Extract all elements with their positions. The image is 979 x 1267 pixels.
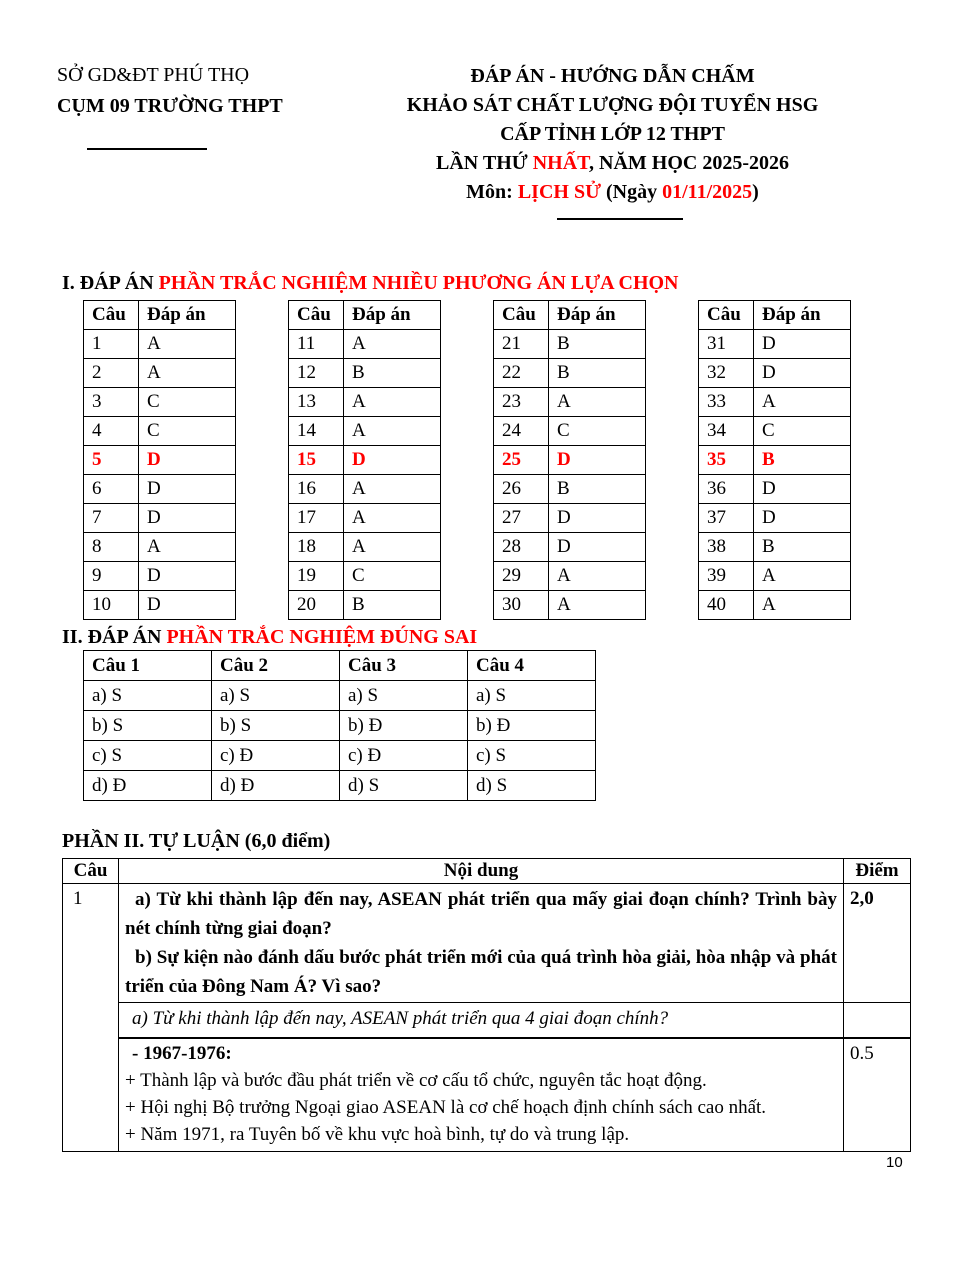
mcq-answer: D: [754, 330, 851, 359]
true-false-answer: d) S: [468, 771, 596, 801]
mcq-answer: D: [754, 504, 851, 533]
mcq-col-header-cau: Câu: [84, 301, 139, 330]
true-false-answer: b) Đ: [340, 711, 468, 741]
mcq-answer: C: [344, 562, 441, 591]
mcq-row: [289, 417, 441, 446]
true-false-answer-table: [83, 650, 596, 801]
essay-question-number: 1: [63, 884, 119, 1152]
true-false-answer: b) S: [212, 711, 340, 741]
true-false-row-c: [84, 741, 596, 771]
true-false-col-header: Câu 4: [468, 651, 596, 681]
essay-table: [62, 858, 911, 1152]
true-false-answer: c) S: [468, 741, 596, 771]
section2-title: II. ĐÁP ÁN PHẦN TRẮC NGHIỆM ĐÚNG SAI: [62, 626, 478, 648]
mcq-row: [494, 359, 646, 388]
header-right-underline: [557, 218, 683, 220]
mcq-question-number: 3: [84, 388, 139, 417]
mcq-answer: B: [549, 359, 646, 388]
mcq-question-number: 21: [494, 330, 549, 359]
mcq-answer: B: [549, 475, 646, 504]
mcq-row: [699, 417, 851, 446]
mcq-answer: A: [344, 330, 441, 359]
mcq-answer: A: [139, 330, 236, 359]
mcq-answer: D: [754, 475, 851, 504]
mcq-answer-table: [83, 300, 236, 620]
section1-title-red: PHẦN TRẮC NGHIỆM NHIỀU PHƯƠNG ÁN LỰA CHỌN: [158, 272, 679, 294]
mcq-answer: D: [549, 446, 646, 475]
mcq-question-number: 9: [84, 562, 139, 591]
true-false-header-row: [84, 651, 596, 681]
mcq-answer: A: [549, 562, 646, 591]
mcq-question-number: 19: [289, 562, 344, 591]
true-false-answer: c) S: [84, 741, 212, 771]
essay-col-header-noidung: Nội dung: [119, 859, 844, 884]
mcq-row: [699, 359, 851, 388]
mcq-row: [494, 388, 646, 417]
mcq-question-number: 4: [84, 417, 139, 446]
mcq-question-number: 34: [699, 417, 754, 446]
mcq-row: [84, 330, 236, 359]
mcq-answer: A: [549, 591, 646, 620]
mcq-answer-tables: [83, 300, 851, 620]
mcq-row: [84, 562, 236, 591]
mcq-answer: B: [549, 330, 646, 359]
mcq-answer: D: [139, 562, 236, 591]
mcq-question-number: 12: [289, 359, 344, 388]
essay-period-title: - 1967-1976:: [132, 1043, 232, 1064]
mcq-row: [699, 504, 851, 533]
mcq-row: [289, 475, 441, 504]
mcq-answer: A: [754, 591, 851, 620]
mcq-row: [494, 475, 646, 504]
mcq-row: [494, 417, 646, 446]
mcq-header-row: [494, 301, 646, 330]
true-false-answer: b) S: [84, 711, 212, 741]
mcq-row: [699, 562, 851, 591]
department-name: SỞ GD&ĐT PHÚ THỌ: [57, 64, 250, 86]
essay-col-header-diem: Điểm: [844, 859, 911, 884]
mcq-question-number: 1: [84, 330, 139, 359]
true-false-answer: c) Đ: [340, 741, 468, 771]
mcq-answer: A: [344, 504, 441, 533]
exam-round-highlight: NHẤT: [532, 152, 589, 174]
mcq-question-number: 22: [494, 359, 549, 388]
exam-name: KHẢO SÁT CHẤT LƯỢNG ĐỘI TUYỂN HSG: [406, 94, 819, 116]
mcq-col-header-dapan: Đáp án: [549, 301, 646, 330]
mcq-question-number: 2: [84, 359, 139, 388]
mcq-answer: D: [139, 446, 236, 475]
mcq-row: [289, 562, 441, 591]
mcq-row: [699, 446, 851, 475]
true-false-answer: d) Đ: [84, 771, 212, 801]
essay-question-row: [63, 884, 911, 1003]
mcq-question-number: 14: [289, 417, 344, 446]
essay-question-points: 2,0: [844, 884, 911, 1003]
mcq-question-number: 33: [699, 388, 754, 417]
page-number: 10: [886, 1154, 903, 1171]
true-false-answer: a) S: [212, 681, 340, 711]
mcq-question-number: 17: [289, 504, 344, 533]
mcq-row: [84, 417, 236, 446]
mcq-question-number: 20: [289, 591, 344, 620]
true-false-col-header: Câu 2: [212, 651, 340, 681]
mcq-question-number: 35: [699, 446, 754, 475]
header-right-block: [330, 62, 895, 207]
mcq-question-number: 24: [494, 417, 549, 446]
mcq-question-number: 36: [699, 475, 754, 504]
mcq-answer: C: [549, 417, 646, 446]
mcq-question-number: 38: [699, 533, 754, 562]
essay-col-header-cau: Câu: [63, 859, 119, 884]
header-left-underline: [87, 148, 207, 150]
mcq-row: [84, 475, 236, 504]
mcq-row: [84, 533, 236, 562]
subject-line: Môn: LỊCH SỬ (Ngày 01/11/2025): [466, 181, 759, 203]
mcq-answer: A: [344, 533, 441, 562]
mcq-answer: D: [139, 475, 236, 504]
mcq-answer: B: [344, 359, 441, 388]
mcq-row: [494, 330, 646, 359]
mcq-question-number: 27: [494, 504, 549, 533]
mcq-question-number: 7: [84, 504, 139, 533]
mcq-question-number: 23: [494, 388, 549, 417]
mcq-row: [84, 359, 236, 388]
mcq-row: [84, 446, 236, 475]
essay-question-cell: [119, 884, 844, 1003]
true-false-answer: a) S: [468, 681, 596, 711]
exam-date: 01/11/2025: [662, 181, 753, 203]
mcq-question-number: 5: [84, 446, 139, 475]
mcq-answer: C: [139, 388, 236, 417]
true-false-answer: d) S: [340, 771, 468, 801]
mcq-question-number: 40: [699, 591, 754, 620]
mcq-answer: D: [344, 446, 441, 475]
mcq-answer: B: [754, 446, 851, 475]
mcq-question-number: 25: [494, 446, 549, 475]
mcq-header-row: [289, 301, 441, 330]
mcq-answer: D: [139, 591, 236, 620]
mcq-question-number: 28: [494, 533, 549, 562]
mcq-question-number: 16: [289, 475, 344, 504]
essay-period-line: + Thành lập và bước đầu phát triển về cơ cấu tổ chức, nguyên tắc hoạt động.: [125, 1070, 707, 1091]
document-title: ĐÁP ÁN - HƯỚNG DẪN CHẤM: [470, 65, 755, 87]
mcq-answer: A: [754, 388, 851, 417]
true-false-col-header: Câu 3: [340, 651, 468, 681]
true-false-answer: d) Đ: [212, 771, 340, 801]
mcq-row: [289, 446, 441, 475]
essay-answer-intro-points: [844, 1003, 911, 1039]
mcq-answer: B: [754, 533, 851, 562]
mcq-question-number: 26: [494, 475, 549, 504]
subject-name: LỊCH SỬ: [517, 181, 602, 203]
mcq-row: [699, 533, 851, 562]
true-false-answer: a) S: [84, 681, 212, 711]
mcq-row: [699, 591, 851, 620]
mcq-row: [289, 388, 441, 417]
mcq-row: [84, 388, 236, 417]
mcq-header-row: [84, 301, 236, 330]
mcq-question-number: 8: [84, 533, 139, 562]
mcq-row: [289, 359, 441, 388]
mcq-row: [699, 475, 851, 504]
mcq-row: [494, 504, 646, 533]
mcq-row: [494, 533, 646, 562]
exam-level: CẤP TỈNH LỚP 12 THPT: [500, 123, 725, 145]
mcq-row: [289, 330, 441, 359]
true-false-row-a: [84, 681, 596, 711]
mcq-question-number: 32: [699, 359, 754, 388]
mcq-col-header-dapan: Đáp án: [754, 301, 851, 330]
mcq-row: [699, 330, 851, 359]
mcq-answer: A: [754, 562, 851, 591]
header-left-block: [57, 60, 283, 122]
mcq-answer-table: [288, 300, 441, 620]
essay-period-points: 0.5: [844, 1038, 911, 1152]
true-false-answer: a) S: [340, 681, 468, 711]
mcq-answer: D: [754, 359, 851, 388]
mcq-row: [84, 504, 236, 533]
mcq-answer: A: [344, 388, 441, 417]
essay-question-b: b) Sự kiện nào đánh dấu bước phát triển mới của quá trình hòa giải, hòa nhập và phát triển của Đông Nam Á? Vì sao?: [125, 947, 837, 997]
essay-period-line: + Năm 1971, ra Tuyên bố về khu vực hoà bình, tự do và trung lập.: [125, 1124, 630, 1145]
essay-period-cell: [119, 1038, 844, 1152]
mcq-answer: A: [344, 417, 441, 446]
mcq-row: [84, 591, 236, 620]
mcq-answer: A: [139, 533, 236, 562]
mcq-col-header-cau: Câu: [289, 301, 344, 330]
mcq-row: [289, 504, 441, 533]
mcq-answer-table: [698, 300, 851, 620]
essay-header-row: [63, 859, 911, 884]
true-false-row-b: [84, 711, 596, 741]
section1-title: I. ĐÁP ÁN PHẦN TRẮC NGHIỆM NHIỀU PHƯƠNG ÁN LỰA CHỌN: [62, 272, 679, 294]
mcq-question-number: 6: [84, 475, 139, 504]
mcq-row: [289, 591, 441, 620]
essay-answer-intro: a) Từ khi thành lập đến nay, ASEAN phát triển qua 4 giai đoạn chính?: [119, 1003, 844, 1039]
mcq-question-number: 31: [699, 330, 754, 359]
mcq-row: [699, 388, 851, 417]
mcq-question-number: 10: [84, 591, 139, 620]
section2-title-red: PHẦN TRẮC NGHIỆM ĐÚNG SAI: [166, 626, 478, 648]
mcq-answer: C: [754, 417, 851, 446]
mcq-col-header-dapan: Đáp án: [139, 301, 236, 330]
mcq-question-number: 11: [289, 330, 344, 359]
true-false-col-header: Câu 1: [84, 651, 212, 681]
exam-round-year: LẦN THỨ NHẤT, NĂM HỌC 2025-2026: [436, 152, 789, 174]
mcq-row: [494, 591, 646, 620]
essay-question-a: a) Từ khi thành lập đến nay, ASEAN phát triển qua mấy giai đoạn chính? Trình bày nét chính từng giai đoạn?: [125, 889, 837, 939]
mcq-question-number: 30: [494, 591, 549, 620]
mcq-answer: A: [549, 388, 646, 417]
mcq-answer: D: [139, 504, 236, 533]
mcq-answer: C: [139, 417, 236, 446]
mcq-answer: A: [139, 359, 236, 388]
mcq-col-header-cau: Câu: [699, 301, 754, 330]
true-false-answer: c) Đ: [212, 741, 340, 771]
mcq-row: [494, 562, 646, 591]
essay-answer-intro-row: [63, 1003, 911, 1039]
essay-section-title: PHẦN II. TỰ LUẬN (6,0 điểm): [62, 830, 331, 852]
mcq-answer-table: [493, 300, 646, 620]
mcq-question-number: 13: [289, 388, 344, 417]
mcq-answer: D: [549, 504, 646, 533]
mcq-answer: B: [344, 591, 441, 620]
mcq-question-number: 15: [289, 446, 344, 475]
mcq-question-number: 18: [289, 533, 344, 562]
mcq-question-number: 29: [494, 562, 549, 591]
mcq-row: [289, 533, 441, 562]
true-false-row-d: [84, 771, 596, 801]
mcq-question-number: 37: [699, 504, 754, 533]
essay-period-row: [63, 1038, 911, 1152]
true-false-answer: b) Đ: [468, 711, 596, 741]
mcq-header-row: [699, 301, 851, 330]
mcq-answer: A: [344, 475, 441, 504]
mcq-question-number: 39: [699, 562, 754, 591]
school-cluster-name: CỤM 09 TRƯỜNG THPT: [57, 95, 283, 117]
mcq-answer: D: [549, 533, 646, 562]
mcq-col-header-cau: Câu: [494, 301, 549, 330]
mcq-col-header-dapan: Đáp án: [344, 301, 441, 330]
mcq-row: [494, 446, 646, 475]
essay-period-line: + Hội nghị Bộ trưởng Ngoại giao ASEAN là cơ chế hoạch định chính sách cao nhất.: [125, 1097, 767, 1118]
